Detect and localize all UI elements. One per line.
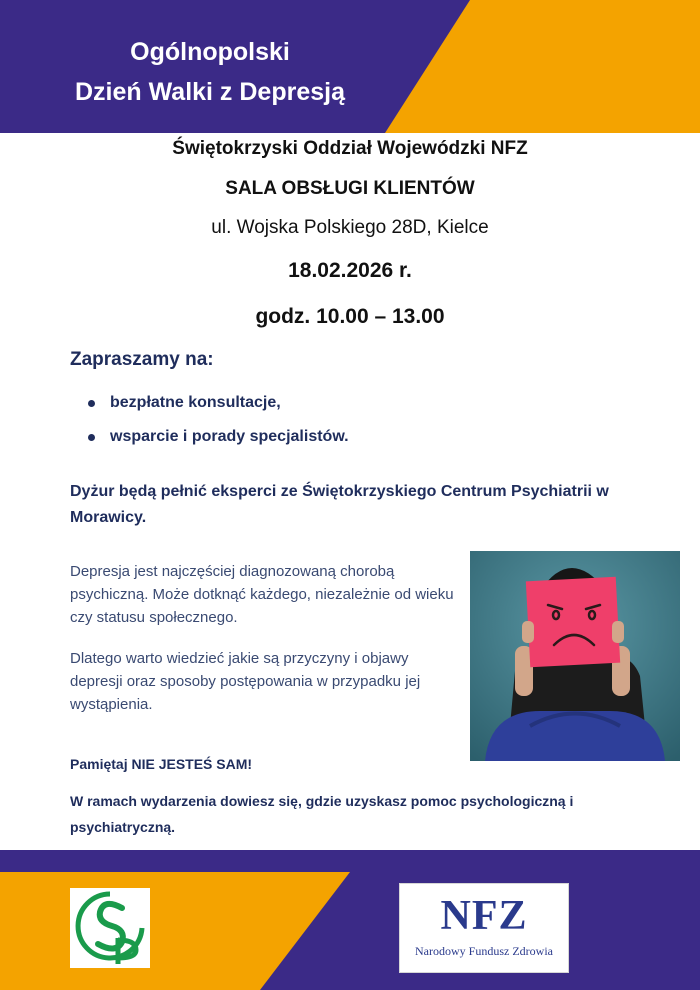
page-title-line2: Dzień Walki z Depresją [75,78,345,106]
address: ul. Wojska Polskiego 28D, Kielce [211,217,489,238]
bullet-icon [88,434,95,441]
event-date: 18.02.2026 r. [288,259,412,282]
scp-logo [70,888,150,968]
list-item [88,386,349,420]
scp-logo-icon [70,888,150,968]
list-item-text: bezpłatne konsultacje, [110,394,281,411]
invite-heading: Zapraszamy na: [70,349,214,370]
list-item-text: wsparcie i porady specjalistów. [110,428,349,445]
final-text: W ramach wydarzenia dowiesz się, gdzie uzyskasz pomoc psychologiczną i psychiatryczną. [70,793,574,835]
nfz-logo-mark: NFZ [440,893,528,939]
info-paragraph-1: Depresja jest najczęściej diagnozowaną chorobą psychiczną. Może dotknąć każdego, niezależnie od wieku czy statusu społecznego. [70,563,454,626]
nfz-logo-subtitle: Narodowy Fundusz Zdrowia [415,944,553,958]
info-paragraph-2: Dlatego warto wiedzieć jakie są przyczyny i objawy depresji oraz sposoby postępowania w przypadku jej wystąpienia. [70,650,421,713]
bullet-icon [88,400,95,407]
nfz-logo [399,883,569,973]
organizer: Świętokrzyski Oddział Wojewódzki NFZ [172,138,528,159]
venue: SALA OBSŁUGI KLIENTÓW [225,178,475,199]
invite-list [88,386,349,454]
sad-face-sign-photo [470,551,680,761]
page-title-line1: Ogólnopolski [130,38,290,66]
list-item [88,420,349,454]
duty-text: Dyżur będą pełnić eksperci ze Świętokrzyskiego Centrum Psychiatrii w Morawicy. [70,483,609,526]
event-hours: godz. 10.00 – 13.00 [255,305,445,328]
remember-text: Pamiętaj NIE JESTEŚ SAM! [70,756,253,772]
